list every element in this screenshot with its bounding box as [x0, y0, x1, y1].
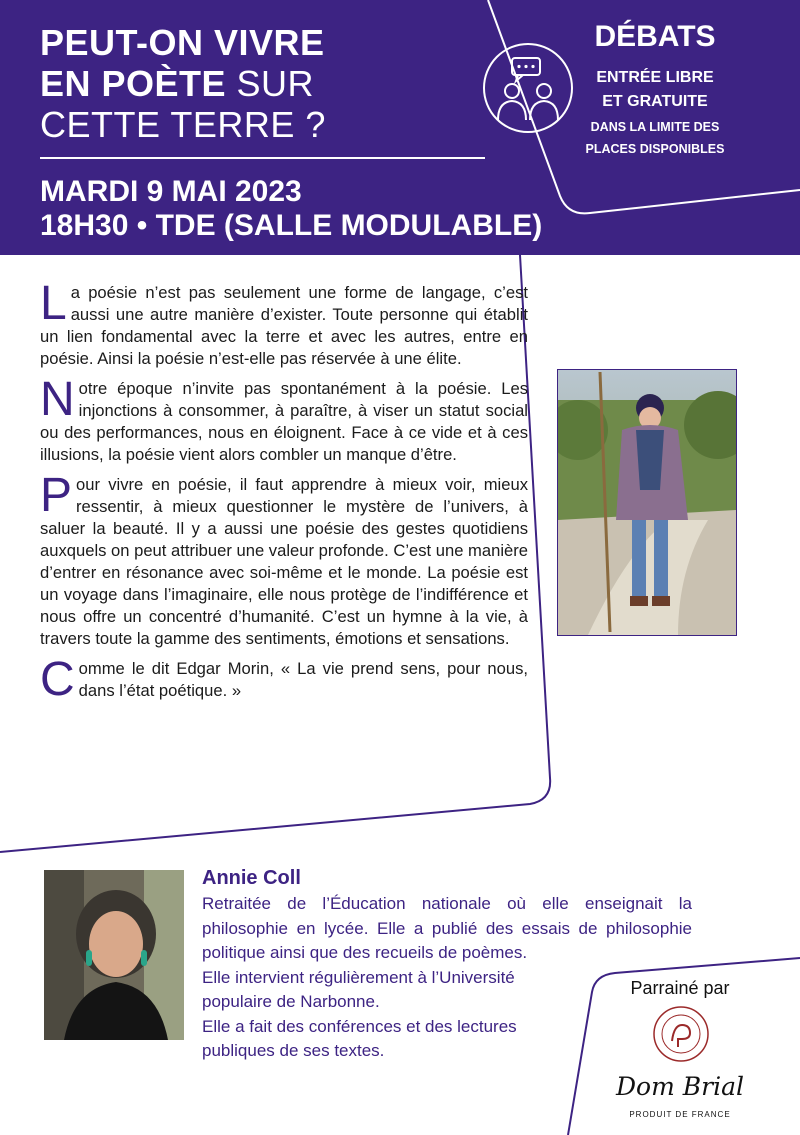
drop-cap: C — [40, 653, 75, 706]
article-paragraph — [40, 373, 528, 466]
sponsor-brand: Dom Brial — [616, 1072, 744, 1101]
title-line-2-bold: EN POÈTE — [40, 63, 227, 104]
paragraph-text: a poésie n’est pas seulement une forme de langage, c’est aussi une autre manière d’exister. Toute personne qui établit un lien fondamental avec la terre et avec les autres, entre en poésie. Ainsi la poésie n’est-elle pas réservée à une élite. — [40, 283, 528, 368]
article-paragraph — [40, 653, 528, 706]
event-time-place: 18H30 • TDE (SALLE MODULABLE) — [40, 209, 543, 242]
title-line-3: CETTE TERRE ? — [40, 104, 326, 145]
article-body — [40, 277, 528, 710]
author-portrait-illustration — [44, 870, 184, 1040]
event-date: MARDI 9 MAI 2023 — [40, 175, 302, 208]
paragraph-text: otre époque n’invite pas spontanément à la poésie. Les injonctions à consommer, à paraître, à viser un statut social ou des performances, nous en éloignent. Face à ce vide et à ces illusions, la poésie vient alors combler un manque d’être. — [40, 379, 528, 464]
badge-free-entry — [560, 66, 750, 114]
article-paragraph — [40, 277, 528, 370]
author-bio-line: Elle a fait des conférences et des lectures publiques de ses textes. — [202, 1016, 517, 1060]
title-line-1: PEUT-ON VIVRE — [40, 22, 325, 63]
badge-line-2: ET GRATUITE — [602, 93, 708, 110]
author-portrait — [44, 870, 184, 1040]
sponsor-seal-icon — [652, 1005, 710, 1063]
author-name: Annie Coll — [202, 867, 301, 889]
drop-cap: L — [40, 277, 67, 330]
badge-line-3: DANS LA LIMITE DES — [590, 120, 720, 134]
author-bio-line: Elle intervient régulièrement à l’Université populaire de Narbonne. — [202, 967, 515, 1011]
article-paragraph — [40, 469, 528, 650]
title-line-2-thin: SUR — [226, 63, 315, 104]
drop-cap: P — [40, 469, 73, 522]
walking-photo — [557, 369, 737, 636]
sponsor-label: Parrainé par — [630, 978, 730, 998]
walking-photo-illustration — [558, 370, 736, 635]
sponsor-tagline: PRODUIT DE FRANCE — [629, 1110, 731, 1119]
author-bio-line: Retraitée de l’Éducation nationale où elle enseignait la philosophie en lycée. Elle a publié des essais de philosophie politique ainsi que des recueils de poèmes. — [202, 894, 692, 962]
paragraph-text: our vivre en poésie, il faut apprendre à mieux voir, mieux ressentir, à mieux questionner le mystère de l’univers, à saluer la beauté. Il y a aussi une poésie des gestes quotidiens auxquels on peut attribuer une valeur profonde. C’est une manière d’entrer en résonance avec soi-même et le monde. La poésie est un voyage dans l’imaginaire, elle nous protège de l’indifférence et nous offre un concentré d’humanité. C’est un hymne à la vie, à travers toute la gamme des sentiments, émotions et sensations. — [40, 475, 528, 648]
paragraph-text: omme le dit Edgar Morin, « La vie prend sens, pour nous, dans l’état poétique. » — [78, 659, 528, 700]
drop-cap: N — [40, 373, 75, 426]
badge-line-1: ENTRÉE LIBRE — [596, 69, 714, 86]
badge-availability — [560, 116, 750, 160]
badge-line-4: PLACES DISPONIBLES — [585, 142, 725, 156]
badge-title: DÉBATS — [594, 20, 716, 53]
